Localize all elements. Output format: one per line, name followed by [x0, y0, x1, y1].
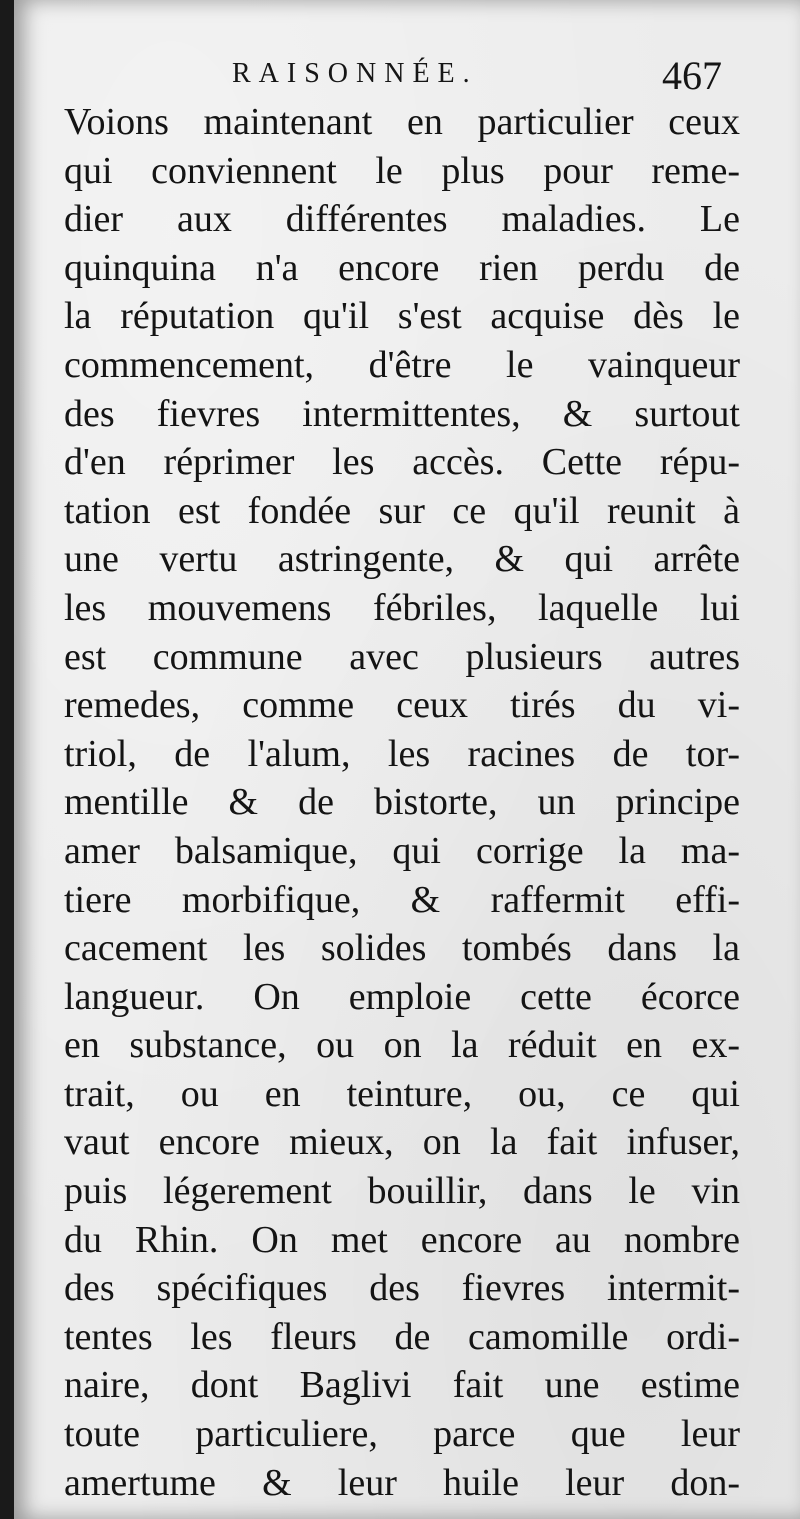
text-line: des fievres intermittentes, & surtout — [64, 392, 740, 435]
text-line: amertume & leur huile leur don- — [64, 1461, 740, 1504]
text-line: cacement les solides tombés dans la — [64, 927, 740, 970]
text-line: puis légerement bouillir, dans le vin — [64, 1170, 740, 1213]
text-line: triol, de l'alum, les racines de tor- — [64, 732, 740, 775]
text-line: la réputation qu'il s'est acquise dès le — [64, 295, 740, 338]
running-head: RAISONNÉE. — [232, 58, 478, 89]
page-number: 467 — [662, 53, 722, 98]
text-line: amer balsamique, qui corrige la ma- — [64, 829, 740, 872]
text-line: en substance, ou on la réduit en ex- — [64, 1024, 740, 1067]
text-line: tentes les fleurs de camomille ordi- — [64, 1315, 740, 1358]
text-line: Voions maintenant en particulier ceux — [64, 101, 740, 143]
body-text — [64, 98, 740, 1507]
text-line: tation est fondée sur ce qu'il reunit à — [64, 489, 740, 532]
text-line: du Rhin. On met encore au nombre — [64, 1218, 740, 1261]
text-line: trait, ou en teinture, ou, ce qui — [64, 1072, 740, 1115]
text-line: toute particuliere, parce que leur — [64, 1413, 740, 1456]
text-line: commencement, d'être le vainqueur — [64, 343, 740, 386]
text-line: les mouvemens fébriles, laquelle lui — [64, 586, 740, 629]
text-line: est commune avec plusieurs autres — [64, 635, 740, 678]
text-line: mentille & de bistorte, un principe — [64, 781, 740, 824]
text-line: naire, dont Baglivi fait une estime — [64, 1364, 740, 1407]
book-page — [14, 0, 800, 1519]
text-line: dier aux différentes maladies. Le — [64, 198, 740, 241]
text-line: qui conviennent le plus pour reme- — [64, 149, 740, 192]
text-line: quinquina n'a encore rien perdu de — [64, 246, 740, 289]
text-line: langueur. On emploie cette écorce — [64, 975, 740, 1018]
page-header — [14, 52, 800, 102]
text-line: des spécifiques des fievres intermit- — [64, 1267, 740, 1310]
text-line: remedes, comme ceux tirés du vi- — [64, 684, 740, 727]
text-line: une vertu astringente, & qui arrête — [64, 538, 740, 581]
text-line: tiere morbifique, & raffermit effi- — [64, 878, 740, 921]
text-line: vaut encore mieux, on la fait infuser, — [64, 1121, 740, 1164]
text-line: d'en réprimer les accès. Cette répu- — [64, 441, 740, 484]
